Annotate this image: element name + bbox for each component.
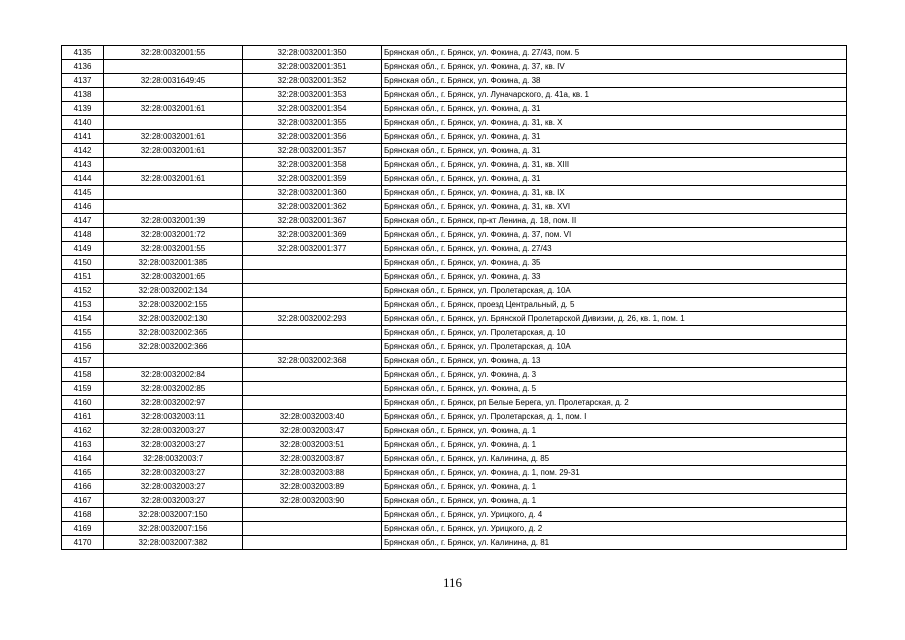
- table-row: [62, 466, 847, 480]
- parcel-cadastral-number-cell: 32:28:0032002:84: [104, 368, 243, 382]
- row-number-cell: 4160: [62, 396, 104, 410]
- row-number-cell: 4170: [62, 536, 104, 550]
- table-row: [62, 88, 847, 102]
- table-row: [62, 368, 847, 382]
- object-cadastral-number-cell: [243, 368, 382, 382]
- row-number-cell: 4140: [62, 116, 104, 130]
- address-cell: Брянская обл., г. Брянск, ул. Фокина, д. 1: [382, 438, 847, 452]
- page-number: 116: [442, 575, 463, 590]
- object-cadastral-number-cell: 32:28:0032001:350: [243, 46, 382, 60]
- address-cell: Брянская обл., г. Брянск, ул. Урицкого, д. 2: [382, 522, 847, 536]
- table-row: [62, 480, 847, 494]
- row-number-cell: 4141: [62, 130, 104, 144]
- parcel-cadastral-number-cell: 32:28:0031649:45: [104, 74, 243, 88]
- object-cadastral-number-cell: 32:28:0032003:90: [243, 494, 382, 508]
- row-number-cell: 4135: [62, 46, 104, 60]
- address-cell: Брянская обл., г. Брянск, рп Белые Берега, ул. Пролетарская, д. 2: [382, 396, 847, 410]
- parcel-cadastral-number-cell: 32:28:0032003:7: [104, 452, 243, 466]
- row-number-cell: 4155: [62, 326, 104, 340]
- address-cell: Брянская обл., г. Брянск, ул. Фокина, д. 31: [382, 144, 847, 158]
- table-row: [62, 214, 847, 228]
- address-cell: Брянская обл., г. Брянск, ул. Фокина, д. 27/43: [382, 242, 847, 256]
- row-number-cell: 4142: [62, 144, 104, 158]
- address-cell: Брянская обл., г. Брянск, ул. Пролетарская, д. 10А: [382, 284, 847, 298]
- parcel-cadastral-number-cell: 32:28:0032003:27: [104, 494, 243, 508]
- row-number-cell: 4139: [62, 102, 104, 116]
- object-cadastral-number-cell: 32:28:0032002:293: [243, 312, 382, 326]
- parcel-cadastral-number-cell: 32:28:0032002:155: [104, 298, 243, 312]
- parcel-cadastral-number-cell: 32:28:0032002:97: [104, 396, 243, 410]
- table-row: [62, 256, 847, 270]
- table-row: [62, 494, 847, 508]
- row-number-cell: 4166: [62, 480, 104, 494]
- parcel-cadastral-number-cell: 32:28:0032001:61: [104, 172, 243, 186]
- parcel-cadastral-number-cell: 32:28:0032001:65: [104, 270, 243, 284]
- address-cell: Брянская обл., г. Брянск, ул. Фокина, д. 13: [382, 354, 847, 368]
- parcel-cadastral-number-cell: 32:28:0032001:55: [104, 46, 243, 60]
- address-cell: Брянская обл., г. Брянск, ул. Фокина, д. 37, пом. VI: [382, 228, 847, 242]
- row-number-cell: 4138: [62, 88, 104, 102]
- table-row: [62, 340, 847, 354]
- table-row: [62, 270, 847, 284]
- object-cadastral-number-cell: 32:28:0032001:357: [243, 144, 382, 158]
- parcel-cadastral-number-cell: 32:28:0032003:27: [104, 480, 243, 494]
- row-number-cell: 4143: [62, 158, 104, 172]
- row-number-cell: 4157: [62, 354, 104, 368]
- parcel-cadastral-number-cell: [104, 354, 243, 368]
- row-number-cell: 4161: [62, 410, 104, 424]
- address-cell: Брянская обл., г. Брянск, ул. Пролетарская, д. 1, пом. I: [382, 410, 847, 424]
- address-cell: Брянская обл., г. Брянск, ул. Фокина, д. 27/43, пом. 5: [382, 46, 847, 60]
- object-cadastral-number-cell: 32:28:0032001:358: [243, 158, 382, 172]
- address-cell: Брянская обл., г. Брянск, ул. Фокина, д. 31, кв. XVI: [382, 200, 847, 214]
- row-number-cell: 4152: [62, 284, 104, 298]
- address-cell: Брянская обл., г. Брянск, пр-кт Ленина, д. 18, пом. II: [382, 214, 847, 228]
- table-row: [62, 522, 847, 536]
- row-number-cell: 4158: [62, 368, 104, 382]
- table-row: [62, 186, 847, 200]
- row-number-cell: 4144: [62, 172, 104, 186]
- table-row: [62, 144, 847, 158]
- object-cadastral-number-cell: 32:28:0032001:353: [243, 88, 382, 102]
- object-cadastral-number-cell: 32:28:0032003:88: [243, 466, 382, 480]
- row-number-cell: 4167: [62, 494, 104, 508]
- address-cell: Брянская обл., г. Брянск, ул. Фокина, д. 38: [382, 74, 847, 88]
- table-row: [62, 298, 847, 312]
- row-number-cell: 4150: [62, 256, 104, 270]
- table-row: [62, 158, 847, 172]
- table-row: [62, 116, 847, 130]
- object-cadastral-number-cell: 32:28:0032001:360: [243, 186, 382, 200]
- parcel-cadastral-number-cell: 32:28:0032002:85: [104, 382, 243, 396]
- object-cadastral-number-cell: 32:28:0032001:352: [243, 74, 382, 88]
- object-cadastral-number-cell: [243, 284, 382, 298]
- parcel-cadastral-number-cell: [104, 88, 243, 102]
- parcel-cadastral-number-cell: [104, 158, 243, 172]
- address-cell: Брянская обл., г. Брянск, ул. Фокина, д. 31, кв. XIII: [382, 158, 847, 172]
- table-row: [62, 312, 847, 326]
- parcel-cadastral-number-cell: 32:28:0032001:385: [104, 256, 243, 270]
- row-number-cell: 4148: [62, 228, 104, 242]
- address-cell: Брянская обл., г. Брянск, ул. Пролетарская, д. 10А: [382, 340, 847, 354]
- address-cell: Брянская обл., г. Брянск, ул. Урицкого, д. 4: [382, 508, 847, 522]
- address-cell: Брянская обл., г. Брянск, ул. Пролетарская, д. 10: [382, 326, 847, 340]
- row-number-cell: 4137: [62, 74, 104, 88]
- table-row: [62, 284, 847, 298]
- object-cadastral-number-cell: [243, 382, 382, 396]
- parcel-cadastral-number-cell: 32:28:0032002:365: [104, 326, 243, 340]
- table-row: [62, 396, 847, 410]
- object-cadastral-number-cell: 32:28:0032001:369: [243, 228, 382, 242]
- address-cell: Брянская обл., г. Брянск, ул. Фокина, д. 35: [382, 256, 847, 270]
- table-row: [62, 382, 847, 396]
- parcel-cadastral-number-cell: 32:28:0032007:382: [104, 536, 243, 550]
- address-cell: Брянская обл., г. Брянск, ул. Фокина, д. 1: [382, 494, 847, 508]
- object-cadastral-number-cell: 32:28:0032001:377: [243, 242, 382, 256]
- address-cell: Брянская обл., г. Брянск, ул. Фокина, д. 31: [382, 130, 847, 144]
- address-cell: Брянская обл., г. Брянск, ул. Фокина, д. 1: [382, 480, 847, 494]
- address-cell: Брянская обл., г. Брянск, ул. Фокина, д. 31, кв. X: [382, 116, 847, 130]
- table-row: [62, 102, 847, 116]
- row-number-cell: 4168: [62, 508, 104, 522]
- table-row: [62, 130, 847, 144]
- object-cadastral-number-cell: [243, 536, 382, 550]
- row-number-cell: 4164: [62, 452, 104, 466]
- parcel-cadastral-number-cell: 32:28:0032003:11: [104, 410, 243, 424]
- object-cadastral-number-cell: 32:28:0032001:362: [243, 200, 382, 214]
- parcel-cadastral-number-cell: [104, 116, 243, 130]
- row-number-cell: 4146: [62, 200, 104, 214]
- address-cell: Брянская обл., г. Брянск, ул. Фокина, д. 1, пом. 29-31: [382, 466, 847, 480]
- row-number-cell: 4145: [62, 186, 104, 200]
- parcel-cadastral-number-cell: 32:28:0032003:27: [104, 466, 243, 480]
- object-cadastral-number-cell: [243, 326, 382, 340]
- address-cell: Брянская обл., г. Брянск, ул. Фокина, д. 3: [382, 368, 847, 382]
- parcel-cadastral-number-cell: 32:28:0032002:130: [104, 312, 243, 326]
- address-cell: Брянская обл., г. Брянск, ул. Брянской Пролетарской Дивизии, д. 26, кв. 1, пом. 1: [382, 312, 847, 326]
- address-cell: Брянская обл., г. Брянск, ул. Фокина, д. 5: [382, 382, 847, 396]
- parcel-cadastral-number-cell: 32:28:0032002:134: [104, 284, 243, 298]
- parcel-cadastral-number-cell: 32:28:0032001:61: [104, 144, 243, 158]
- parcel-cadastral-number-cell: [104, 200, 243, 214]
- table-row: [62, 60, 847, 74]
- object-cadastral-number-cell: 32:28:0032001:354: [243, 102, 382, 116]
- object-cadastral-number-cell: 32:28:0032002:368: [243, 354, 382, 368]
- row-number-cell: 4162: [62, 424, 104, 438]
- table-row: [62, 200, 847, 214]
- object-cadastral-number-cell: 32:28:0032001:351: [243, 60, 382, 74]
- object-cadastral-number-cell: 32:28:0032001:367: [243, 214, 382, 228]
- table-row: [62, 452, 847, 466]
- table-row: [62, 242, 847, 256]
- parcel-cadastral-number-cell: 32:28:0032007:150: [104, 508, 243, 522]
- address-cell: Брянская обл., г. Брянск, ул. Фокина, д. 31: [382, 172, 847, 186]
- row-number-cell: 4156: [62, 340, 104, 354]
- registry-table-body: [62, 46, 847, 550]
- object-cadastral-number-cell: [243, 508, 382, 522]
- object-cadastral-number-cell: [243, 396, 382, 410]
- table-row: [62, 228, 847, 242]
- object-cadastral-number-cell: [243, 298, 382, 312]
- table-row: [62, 410, 847, 424]
- address-cell: Брянская обл., г. Брянск, ул. Фокина, д. 37, кв. IV: [382, 60, 847, 74]
- address-cell: Брянская обл., г. Брянск, ул. Фокина, д. 31, кв. IX: [382, 186, 847, 200]
- row-number-cell: 4169: [62, 522, 104, 536]
- address-cell: Брянская обл., г. Брянск, ул. Фокина, д. 33: [382, 270, 847, 284]
- object-cadastral-number-cell: 32:28:0032003:87: [243, 452, 382, 466]
- parcel-cadastral-number-cell: 32:28:0032007:156: [104, 522, 243, 536]
- row-number-cell: 4151: [62, 270, 104, 284]
- table-row: [62, 508, 847, 522]
- table-row: [62, 172, 847, 186]
- parcel-cadastral-number-cell: 32:28:0032001:61: [104, 130, 243, 144]
- table-row: [62, 438, 847, 452]
- object-cadastral-number-cell: [243, 270, 382, 284]
- parcel-cadastral-number-cell: 32:28:0032001:39: [104, 214, 243, 228]
- address-cell: Брянская обл., г. Брянск, ул. Луначарского, д. 41а, кв. 1: [382, 88, 847, 102]
- parcel-cadastral-number-cell: [104, 60, 243, 74]
- object-cadastral-number-cell: [243, 256, 382, 270]
- parcel-cadastral-number-cell: 32:28:0032001:61: [104, 102, 243, 116]
- parcel-cadastral-number-cell: 32:28:0032002:366: [104, 340, 243, 354]
- object-cadastral-number-cell: 32:28:0032003:89: [243, 480, 382, 494]
- property-registry-table: [61, 45, 847, 550]
- table-row: [62, 354, 847, 368]
- object-cadastral-number-cell: 32:28:0032001:359: [243, 172, 382, 186]
- row-number-cell: 4153: [62, 298, 104, 312]
- address-cell: Брянская обл., г. Брянск, ул. Калинина, д. 85: [382, 452, 847, 466]
- table-row: [62, 46, 847, 60]
- object-cadastral-number-cell: [243, 340, 382, 354]
- table-row: [62, 424, 847, 438]
- table-row: [62, 326, 847, 340]
- parcel-cadastral-number-cell: [104, 186, 243, 200]
- row-number-cell: 4147: [62, 214, 104, 228]
- row-number-cell: 4136: [62, 60, 104, 74]
- address-cell: Брянская обл., г. Брянск, ул. Калинина, д. 81: [382, 536, 847, 550]
- parcel-cadastral-number-cell: 32:28:0032001:55: [104, 242, 243, 256]
- object-cadastral-number-cell: 32:28:0032003:51: [243, 438, 382, 452]
- object-cadastral-number-cell: 32:28:0032003:40: [243, 410, 382, 424]
- address-cell: Брянская обл., г. Брянск, ул. Фокина, д. 1: [382, 424, 847, 438]
- object-cadastral-number-cell: 32:28:0032001:355: [243, 116, 382, 130]
- object-cadastral-number-cell: 32:28:0032001:356: [243, 130, 382, 144]
- row-number-cell: 4165: [62, 466, 104, 480]
- table-row: [62, 74, 847, 88]
- parcel-cadastral-number-cell: 32:28:0032003:27: [104, 438, 243, 452]
- table-row: [62, 536, 847, 550]
- row-number-cell: 4154: [62, 312, 104, 326]
- object-cadastral-number-cell: [243, 522, 382, 536]
- address-cell: Брянская обл., г. Брянск, проезд Центральный, д. 5: [382, 298, 847, 312]
- parcel-cadastral-number-cell: 32:28:0032001:72: [104, 228, 243, 242]
- row-number-cell: 4149: [62, 242, 104, 256]
- row-number-cell: 4159: [62, 382, 104, 396]
- parcel-cadastral-number-cell: 32:28:0032003:27: [104, 424, 243, 438]
- address-cell: Брянская обл., г. Брянск, ул. Фокина, д. 31: [382, 102, 847, 116]
- row-number-cell: 4163: [62, 438, 104, 452]
- object-cadastral-number-cell: 32:28:0032003:47: [243, 424, 382, 438]
